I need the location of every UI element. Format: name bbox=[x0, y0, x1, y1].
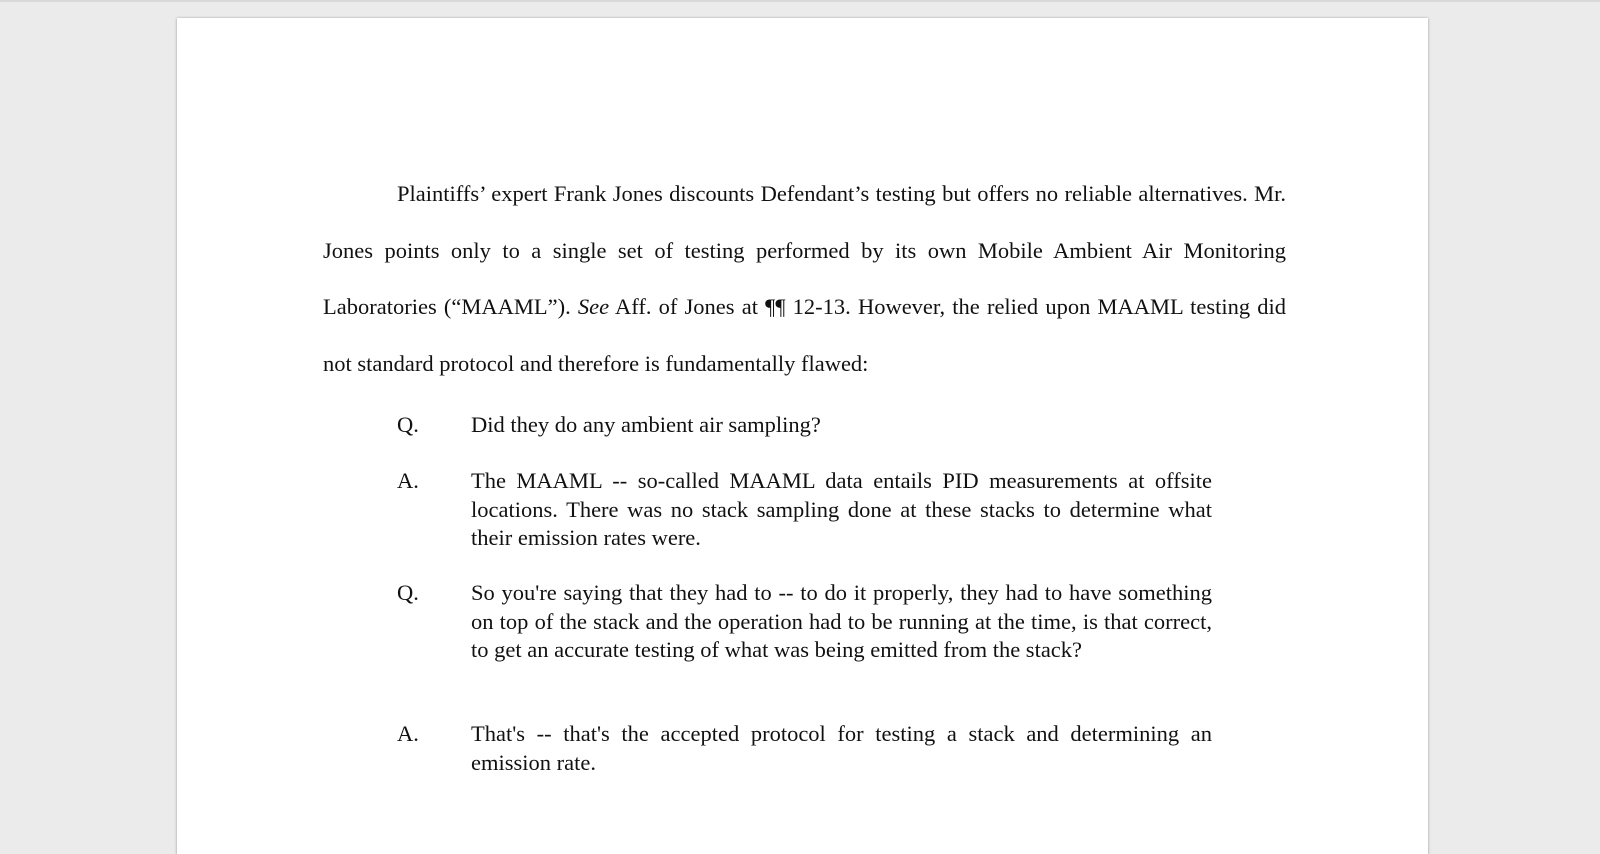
qa-question-2 bbox=[397, 579, 1212, 665]
qa-text: The MAAML -- so-called MAAML data entails PID measurements at offsite locations. There was no stack sampling done at these stacks to determine what their emission rates were. bbox=[471, 468, 1212, 550]
body-paragraph bbox=[323, 166, 1286, 392]
qa-text: That's -- that's the accepted protocol for testing a stack and determining an emission rate. bbox=[471, 721, 1212, 775]
qa-label: A. bbox=[397, 468, 419, 493]
qa-question-1 bbox=[397, 411, 1212, 440]
paragraph-text-2: Aff. of Jones at ¶¶ 12-13. However, the relied upon MAAML testing did not standard protocol and therefore is fundamentally flawed: bbox=[323, 294, 1286, 376]
qa-label: A. bbox=[397, 721, 419, 746]
qa-answer-2 bbox=[397, 720, 1212, 777]
qa-answer-1 bbox=[397, 467, 1212, 553]
qa-text: So you're saying that they had to -- to do it properly, they had to have something on top of the stack and the operation had to be running at the time, is that correct, to get an accurate testing of what was being emitted from the stack? bbox=[471, 580, 1212, 662]
qa-label: Q. bbox=[397, 412, 419, 437]
paragraph-text-1: Plaintiffs’ expert Frank Jones discounts Defendant’s testing but offers no reliable alternatives. Mr. Jones points only to a single set of testing performed by its own Mobile Ambient Air Monitoring Laboratories (“MAAML”). bbox=[323, 181, 1286, 319]
citation-signal-see: See bbox=[577, 294, 610, 319]
qa-text: Did they do any ambient air sampling? bbox=[471, 412, 821, 437]
qa-label: Q. bbox=[397, 580, 419, 605]
document-page bbox=[177, 18, 1428, 854]
